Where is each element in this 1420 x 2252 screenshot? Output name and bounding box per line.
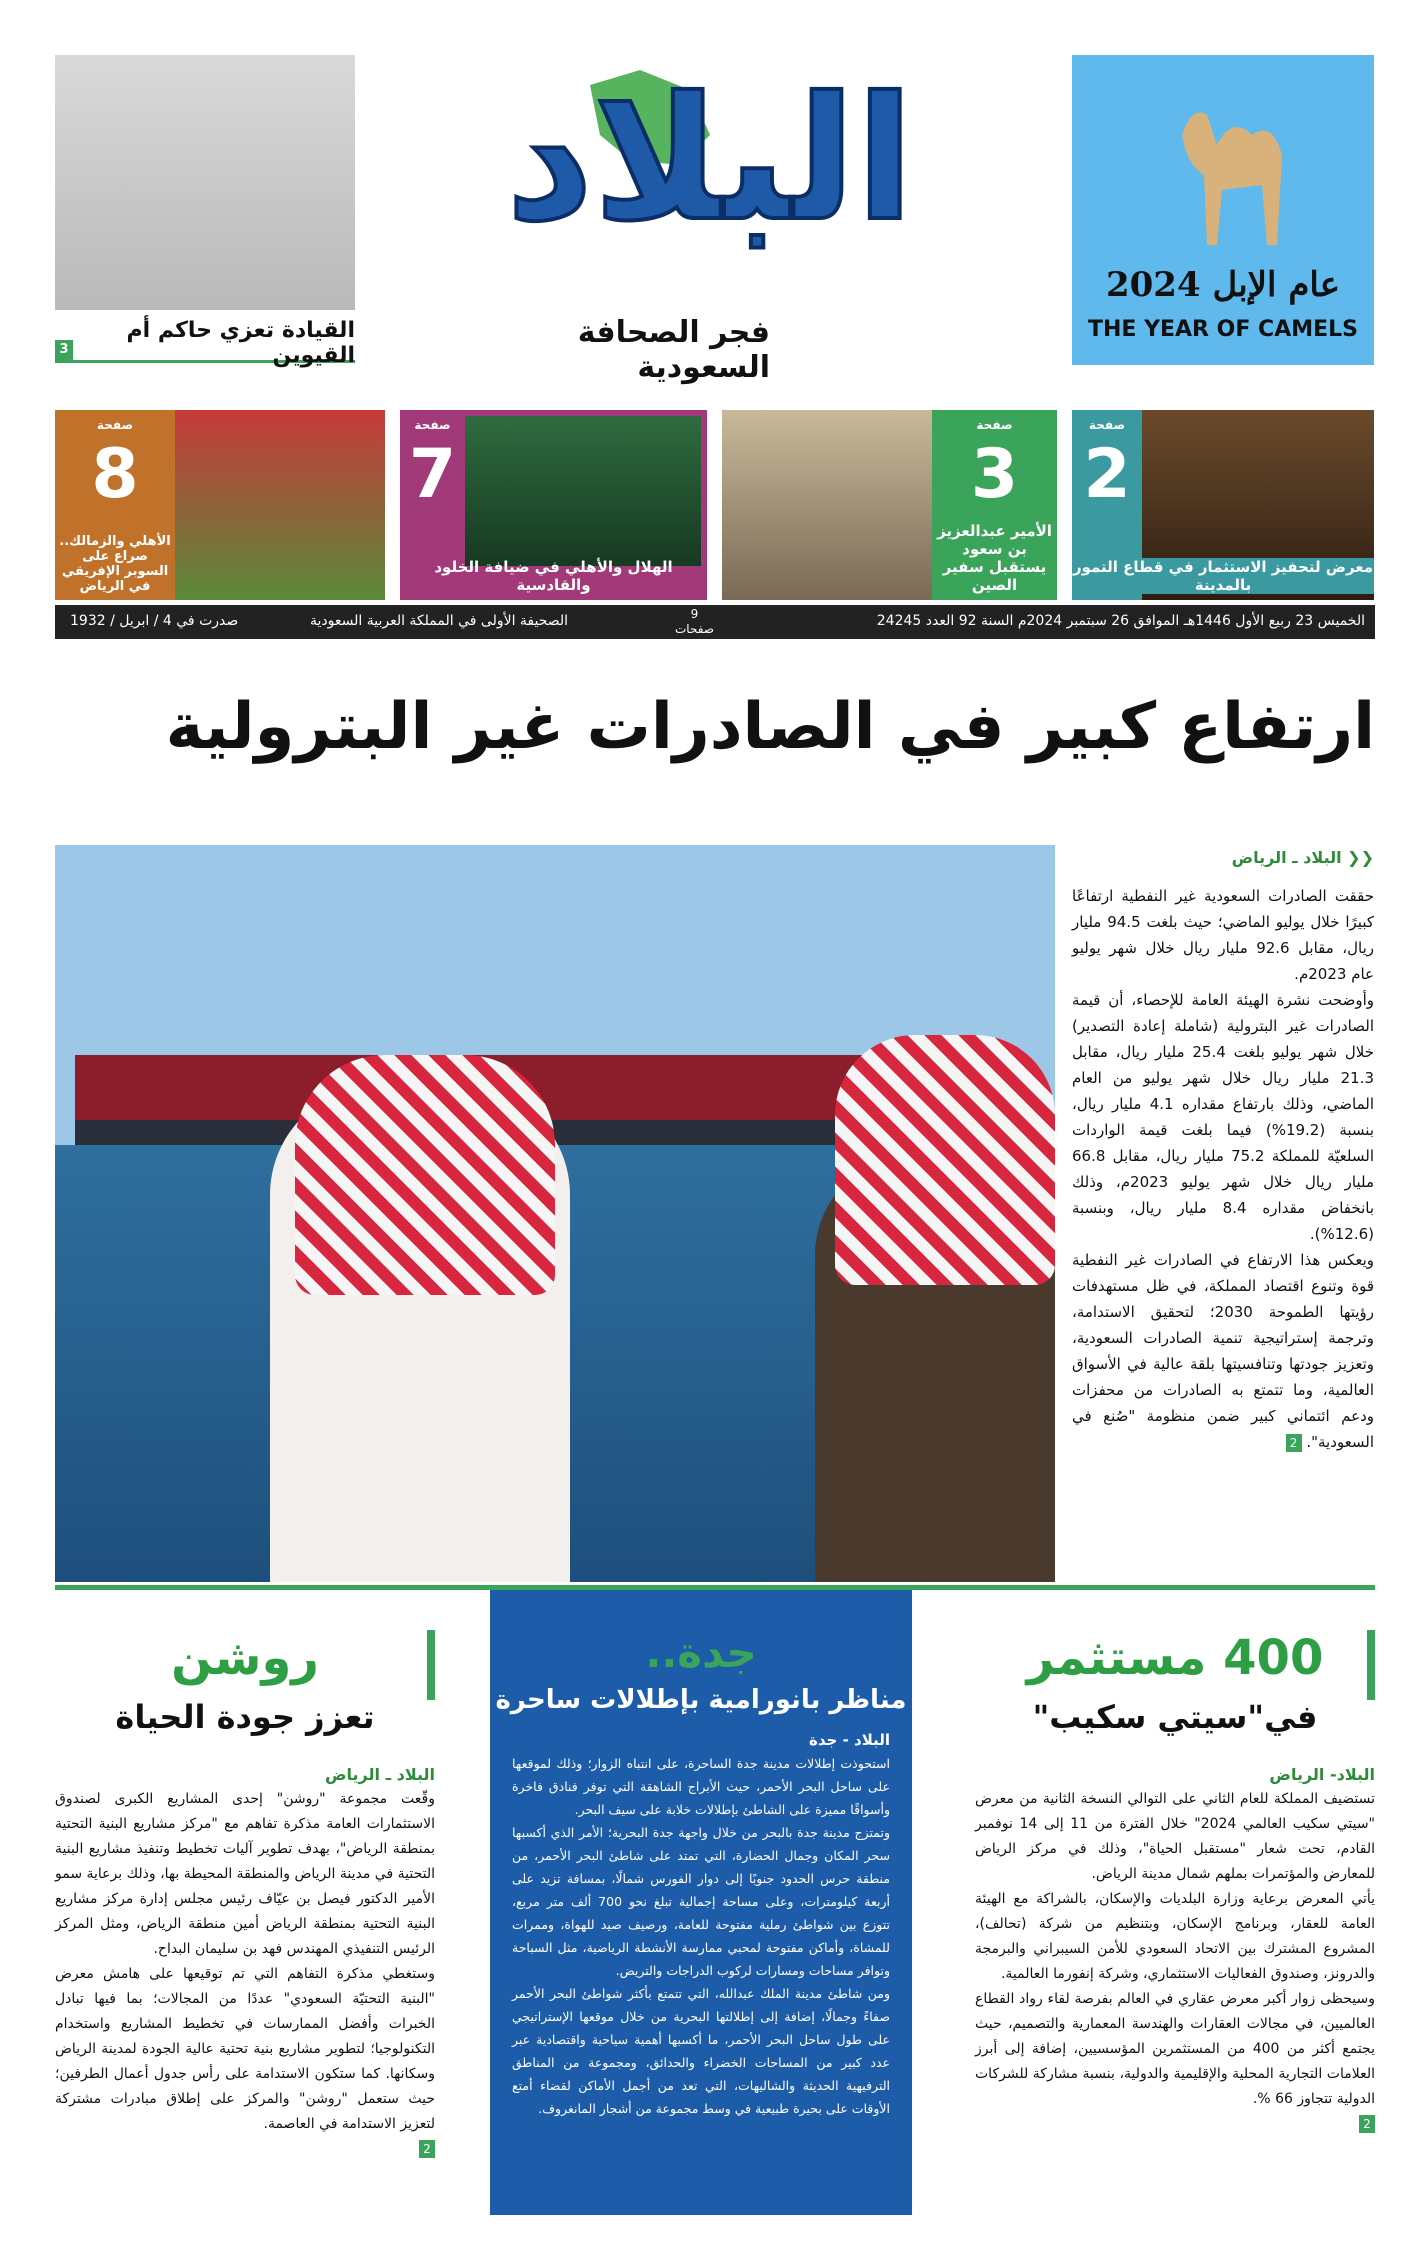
article-paragraph: استحوذت إطلالات مدينة جدة الساحرة، على انتباه الزوار؛ وذلك لموقعها على ساحل البحر الأحمر، حيث الأبراج الشاهقة التي توفر فنادق فاخرة وأسواقًا مميزة على الشاطئ بإطلالات خلابة على سيف البحر.: [512, 1756, 890, 1817]
founded-date: صدرت في 4 / ابريل / 1932: [70, 613, 239, 629]
teaser-caption: معرض لتحفيز الاستثمار في قطاع التمور بالمدينة: [1072, 558, 1374, 594]
teaser-caption: الأمير عبدالعزيز بن سعود يستقبل سفير الصين: [937, 522, 1052, 594]
teaser-page-label: صفحة: [96, 418, 134, 432]
article-paragraph: وتمتزج مدينة جدة بالبحر من خلال واجهة جدة البحرية؛ الأمر الذي أكسبها سحر المكان وجمال الحضارة، التي تمتد على شاطئ البحر الأحمر، من منطقة حرس الحدود جنوبًا إلى دوار الفورس شمالًا، بمسافة تزيد على أربعة كيلومترات، وعلى مساحة إجمالية تبلغ نحو 700 ألف متر مربع، تتوزع بين شواطئ رملية مفتوحة للعامة، ورصيف صيد للهواة، وممرات للمشاة، وأماكن مفتوحة لمحبي ممارسة الأنشطة الرياضية، مثل السباحة وتوافر مساحات ومسارات لركوب الدراجات والتريض.: [512, 1825, 890, 1978]
main-byline: [1072, 845, 1374, 871]
teaser-page-panel: [55, 410, 175, 600]
teaser-image: [175, 410, 385, 600]
double-chevron-icon: ❮❮: [1341, 848, 1374, 867]
teaser-image: [465, 416, 701, 566]
article-body: [490, 1729, 912, 2120]
teaser-page-label: صفحة: [414, 418, 451, 432]
teaser-image: [722, 410, 932, 600]
article-paragraph: وستغطي مذكرة التفاهم التي تم توقيعها على هامش معرض "البنية التحتيّة السعودي" عددًا من المجالات؛ بما فيها تبادل الخبرات وأفضل الممارسات في تخطيط المشاريع واستخدام التكنولوجيا؛ لتطوير مشاريع بنية تحتية عالية الجودة لمدينة الرياض وسكانها. كما ستكون الاستدامة على رأس جدول أعمال الطرفين؛ حيث ستعمل "روشن" والمركز على إطلاق مبادرات مشتركة لتعزيز الاستدامة في العاصمة.: [55, 1966, 435, 2132]
issue-date: الخميس 23 ربيع الأول 1446هـ الموافق 26 سبتمبر 2024م السنة 92 العدد 24245: [876, 613, 1365, 629]
teaser-page-3[interactable]: [722, 410, 1057, 600]
teaser-page-panel: [400, 410, 465, 560]
main-headline[interactable]: ارتفاع كبير في الصادرات غير البترولية: [165, 690, 1375, 764]
figure-right-headdress: [835, 1035, 1055, 1285]
article-body: [975, 1762, 1375, 2137]
article-paragraph: وسيحظى زوار أكبر معرض عقاري في العالم بفرصة لقاء رواد القطاع العالميين، في مجالات العقارات والهندسة المعمارية والتصميم، حيث يجتمع أكثر من 400 من المستثمرين المؤسسيين، إضافة إلى أبرز العلامات التجارية المحلية والإقليمية والدولية، بنسبة مشاركة للشركات الدولية تتجاوز 66 %.: [975, 1991, 1375, 2107]
article-title: روشن: [171, 1630, 319, 1686]
page-ref-badge: 2: [1286, 1434, 1302, 1452]
teaser-page-number: 8: [91, 435, 139, 514]
pages-count-number: 9: [690, 607, 699, 621]
article-subtitle: مناظر بانورامية بإطلالات ساحرة: [495, 1685, 907, 1715]
teaser-page-panel: [932, 410, 1057, 600]
article-body: [55, 1762, 435, 2162]
article-paragraph: ومن شاطئ مدينة الملك عبدالله، التي تتمتع بأكثر شواطئ البحر الأحمر صفاءً وجمالًا، إضافة إلى إطلالتها البحرية من خلال موقعها الإستراتيجي على طول ساحل البحر الأحمر، ما أكسبها أهمية سياحية واقتصادية عبر عدد كبير من المساحات الخضراء والحدائق، ومجموعة من المناطق الترفيهية الحديثة والشاليهات، التي تعد من أجمل الأماكن لقضاء أمتع الأوقات على بحيرة طبيعية في وسط مجموعة من أشجار المانغروف.: [512, 1986, 890, 2116]
article-paragraph: وقّعت مجموعة "روشن" إحدى المشاريع الكبرى لصندوق الاستثمارات العامة مذكرة تفاهم مع "مركز مشاريع البنية التحتية بمنطقة الرياض"، بهدف تطوير آليات تخطيط وتنفيذ مشاريع البنية التحتية في مدينة الرياض والمنطقة المحيطة بها، وذلك برعاية سمو الأمير الدكتور فيصل بن عيّاف رئيس مجلس إدارة مركز مشاريع البنية التحتية بمنطقة الرياض أمين منطقة الرياض، ومثل المركز الرئيس التنفيذي المهندس فهد بن سليمان البداح.: [55, 1791, 435, 1957]
article-cityscape[interactable]: [975, 1630, 1375, 2137]
brand-name: البلاد: [506, 61, 914, 259]
teaser-page-number: 3: [970, 435, 1019, 514]
teaser-page-label: صفحة: [976, 418, 1013, 432]
main-byline-text: البلاد ـ الرياض: [1231, 848, 1342, 867]
article-subtitle: في"سيتي سكيب": [1032, 1698, 1318, 1736]
camel-year-arabic: عام الإبل 2024: [1105, 265, 1341, 305]
leaders-caption[interactable]: [55, 318, 355, 368]
main-article-body: [1072, 845, 1374, 1455]
teaser-page-7[interactable]: [400, 410, 707, 600]
article-paragraph: تستضيف المملكة للعام الثاني على التوالي النسخة الثانية من معرض "سيتي سكيب العالمي 2024" خلال الفترة من 11 إلى 14 نوفمبر القادم، تحت شعار "مستقبل الحياة"، وذلك في مركز الرياض للمعارض والمؤتمرات بملهم شمال مدينة الرياض.: [975, 1791, 1375, 1882]
camel-icon: [1162, 75, 1302, 255]
brand-tagline: فجر الصحافة السعودية: [577, 315, 770, 385]
date-bar: [55, 605, 1375, 639]
article-title: 400 مستثمر: [1026, 1630, 1324, 1686]
accent-bar: [1367, 1630, 1375, 1700]
main-paragraph-2: وأوضحت نشرة الهيئة العامة للإحصاء، أن قيمة الصادرات غير البترولية (شاملة إعادة التصدير) خلال شهر يوليو بلغت 25.4 مليار ريال، مقابل 21.3 مليار ريال خلال شهر يوليو من العام الماضي، وذلك بارتفاع مقداره 4.1 مليار ريال، بنسبة (19.2%) فيما بلغت قيمة الواردات السلعيّة للمملكة 75.2 مليار ريال، مقابل 66.8 مليار ريال خلال شهر يوليو 2023م، وذلك بانخفاض مقداره 8.4 مليار ريال، وبنسبة (12.6%).: [1072, 991, 1374, 1243]
article-roshn[interactable]: [55, 1630, 435, 2162]
pages-count: [675, 607, 714, 637]
teaser-page-label: صفحة: [1088, 418, 1126, 432]
page-ref-badge: 2: [419, 2140, 435, 2158]
page-ref-badge: 2: [1359, 2115, 1375, 2133]
teaser-caption: الأهلي والزمالك.. صراع على السوبر الإفريقي في الرياض: [59, 534, 171, 594]
leaders-photo: [55, 55, 355, 310]
teaser-page-number: 7: [408, 435, 457, 514]
article-byline: البلاد ـ الرياض: [325, 1765, 435, 1784]
pages-count-label: صفحات: [675, 622, 714, 636]
teaser-caption: الهلال والأهلي في ضيافة الخلود والقادسية: [434, 558, 673, 594]
article-title: جدة..: [645, 1628, 757, 1677]
teaser-page-8[interactable]: [55, 410, 385, 600]
main-paragraph-1: حققت الصادرات السعودية غير النفطية ارتفاعًا كبيرًا خلال يوليو الماضي؛ حيث بلغت 94.5 مليار ريال، مقابل 92.6 مليار ريال خلال شهر يوليو عام 2023م.: [1072, 887, 1374, 983]
page-ref-badge: 3: [55, 340, 73, 360]
main-paragraph-3: [1072, 1247, 1374, 1455]
figure-left-headdress: [295, 1055, 555, 1295]
teaser-page-number: 2: [1083, 435, 1131, 514]
leaders-caption-text: القيادة تعزي حاكم أم القيوين: [126, 318, 355, 368]
newspaper-slogan: الصحيفة الأولى في المملكة العربية السعودية: [310, 613, 569, 629]
article-jeddah[interactable]: [490, 1590, 912, 2215]
main-photo: [55, 845, 1055, 1582]
article-paragraph: يأتي المعرض برعاية وزارة البلديات والإسكان، بالشراكة مع الهيئة العامة للعقار، وبرنامج الإسكان، وبتنظيم من شركة (تحالف)، المشروع المشترك بين الاتحاد السعودي للأمن السيبراني والبرمجة والدرونز، وصندوق الفعاليات الاستثماري، وشركة إنفورما العالمية.: [975, 1891, 1375, 1982]
article-byline: البلاد - جدة: [809, 1731, 890, 1749]
year-of-camels-banner: [1072, 55, 1374, 365]
accent-bar: [427, 1630, 435, 1700]
article-byline: البلاد- الرياض: [1269, 1765, 1375, 1784]
article-subtitle: تعزز جودة الحياة: [115, 1698, 375, 1736]
camel-year-english: THE YEAR OF CAMELS: [1087, 317, 1359, 342]
brand-logo[interactable]: [450, 55, 970, 285]
main-paragraph-3-text: ويعكس هذا الارتفاع في الصادرات غير النفطية قوة وتنوع اقتصاد المملكة، في ظل مستهدفات رؤيتها الطموحة 2030؛ لتحقيق الاستدامة، وترجمة إستراتيجية تنمية الصادرات السعودية، وتعزيز جودتها وتنافسيتها بلقة عالية في الأسواق العالمية، وما تتمتع به الصادرات من محفزات ودعم ائتماني كبير ضمن منظومة "صُنع في السعودية".: [1072, 1251, 1374, 1451]
teaser-page-2[interactable]: [1072, 410, 1374, 600]
